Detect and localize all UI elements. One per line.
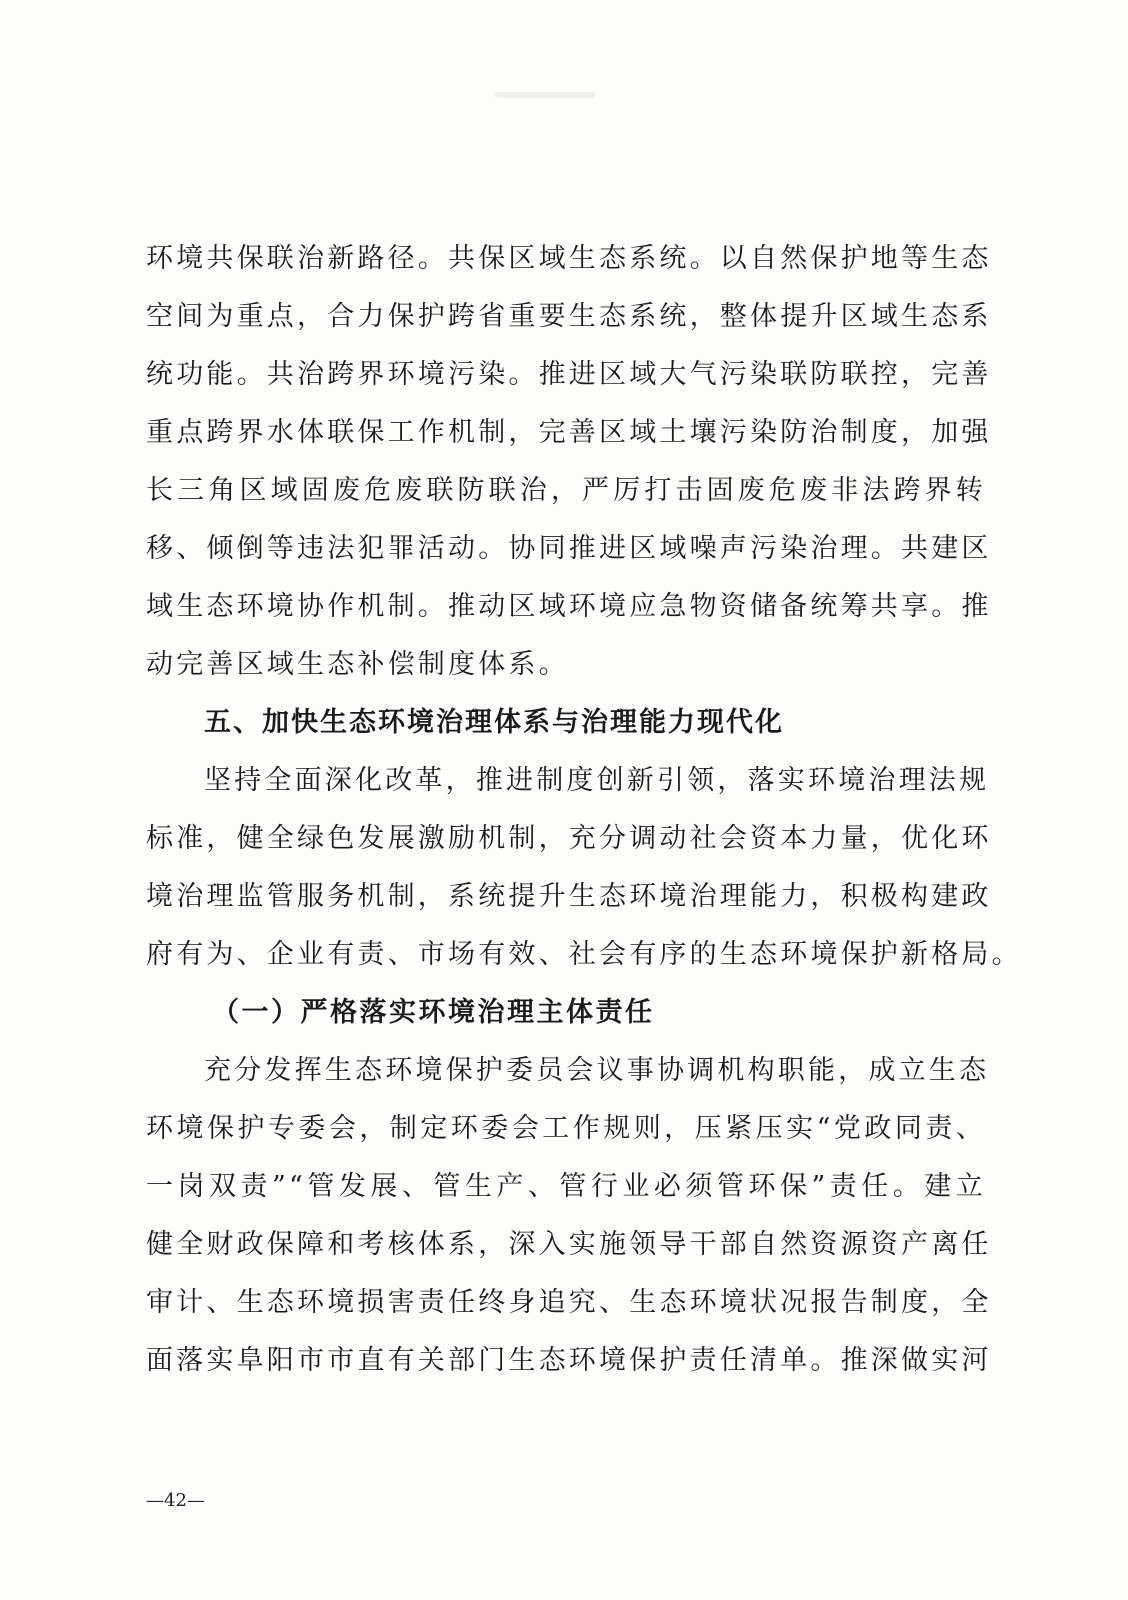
text-line: 坚持全面深化改革，推进制度创新引领，落实环境治理法规 bbox=[204, 765, 990, 796]
paragraph bbox=[146, 230, 992, 694]
text-line: 动完善区域生态补偿制度体系。 bbox=[146, 649, 569, 680]
text-line: 长三角区域固废危废联防联治，严厉打击固废危废非法跨界转 bbox=[146, 475, 986, 506]
text-line: 标准，健全绿色发展激励机制，充分调动社会资本力量，优化环 bbox=[146, 823, 992, 854]
text-line: 空间为重点，合力保护跨省重要生态系统，整体提升区域生态系 bbox=[146, 301, 992, 332]
page-number: —42— bbox=[146, 1490, 205, 1511]
text-line: 域生态环境协作机制。推动区域环境应急物资储备统筹共享。推 bbox=[146, 591, 992, 622]
text-line: 移、倾倒等违法犯罪活动。协同推进区域噪声污染治理。共建区 bbox=[146, 533, 992, 564]
text-line: 环境共保联治新路径。共保区域生态系统。以自然保护地等生态 bbox=[146, 243, 992, 274]
text-line: 健全财政保障和考核体系，深入实施领导干部自然资源资产离任 bbox=[146, 1229, 992, 1260]
text-line: 境治理监管服务机制，系统提升生态环境治理能力，积极构建政 bbox=[146, 881, 992, 912]
paragraph bbox=[146, 1042, 992, 1390]
text-line: 充分发挥生态环境保护委员会议事协调机构职能，成立生态 bbox=[204, 1055, 990, 1086]
scan-artifact bbox=[495, 92, 595, 98]
text-line: 统功能。共治跨界环境污染。推进区域大气污染联防联控，完善 bbox=[146, 359, 992, 390]
document-body bbox=[146, 230, 1022, 1390]
text-line: 重点跨界水体联保工作机制，完善区域土壤污染防治制度，加强 bbox=[146, 417, 992, 448]
text-line: 一岗双责”“管发展、管生产、管行业必须管环保”责任。建立 bbox=[146, 1171, 986, 1202]
paragraph bbox=[146, 752, 1022, 984]
text-line: 审计、生态环境损害责任终身追究、生态环境状况报告制度，全 bbox=[146, 1287, 992, 1318]
subsection-heading: （一）严格落实环境治理主体责任 bbox=[212, 997, 655, 1028]
text-line: 环境保护专委会，制定环委会工作规则，压紧压实“党政同责、 bbox=[146, 1113, 986, 1144]
section-heading: 五、加快生态环境治理体系与治理能力现代化 bbox=[204, 707, 784, 738]
text-line: 面落实阜阳市市直有关部门生态环境保护责任清单。推深做实河 bbox=[146, 1345, 992, 1376]
text-line: 府有为、企业有责、市场有效、社会有序的生态环境保护新格局。 bbox=[146, 939, 1022, 970]
